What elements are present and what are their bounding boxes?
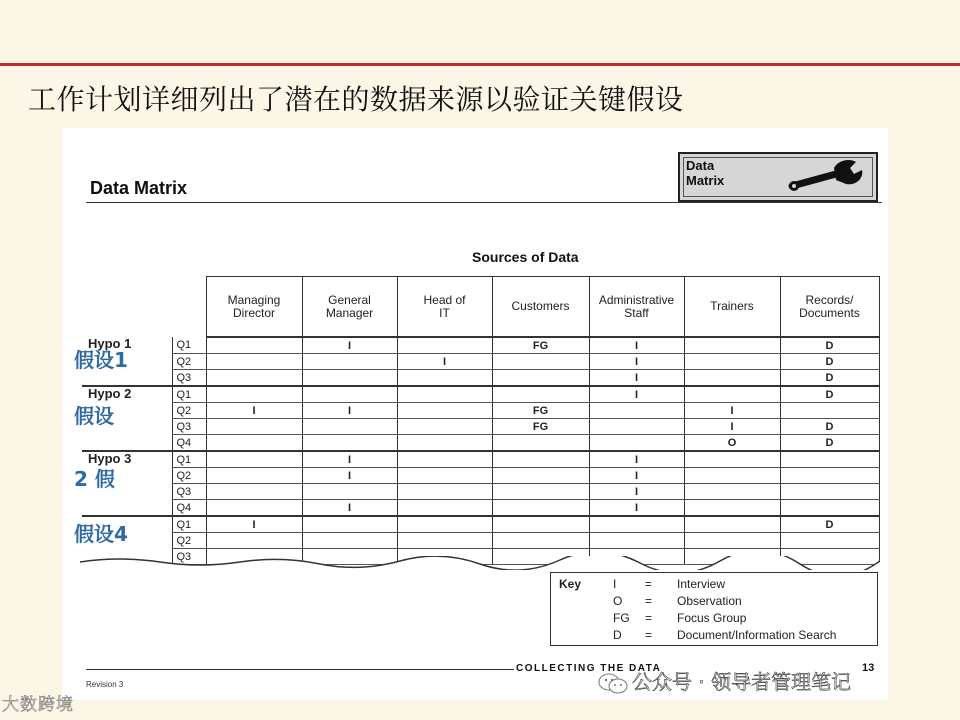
column-header-line1: General [328,292,371,307]
matrix-cell [589,435,684,452]
question-label: Q1 [172,451,206,468]
table-row [82,386,879,403]
matrix-cell [302,435,397,452]
matrix-cell: D [780,419,879,435]
table-row [82,354,879,370]
matrix-cell [589,533,684,549]
matrix-cell [780,500,879,517]
matrix-cell: I [589,386,684,403]
key-description: Observation [677,594,742,608]
matrix-cell: I [302,468,397,484]
column-header [589,277,684,338]
matrix-cell: I [589,337,684,354]
hypothesis-overlay-4: 假设4 [74,522,128,546]
matrix-cell: I [397,354,492,370]
matrix-cell: I [589,500,684,517]
question-label: Q4 [172,435,206,452]
column-header-line1: Records/ [805,292,854,307]
matrix-cell: I [206,403,302,419]
document-heading: Data Matrix [90,178,188,198]
matrix-cell [302,354,397,370]
hypothesis-label: Hypo 1 [88,336,132,351]
matrix-cell: I [589,468,684,484]
matrix-cell [492,370,589,387]
matrix-cell [780,403,879,419]
question-label: Q2 [172,533,206,549]
matrix-cell [206,386,302,403]
matrix-cell [684,516,780,533]
matrix-cell [397,403,492,419]
matrix-cell [684,484,780,500]
question-label: Q3 [172,370,206,387]
matrix-cell: I [302,337,397,354]
column-header [780,277,879,338]
badge-label-line2: Matrix [686,173,725,188]
hypothesis-label: Hypo 3 [82,451,172,468]
matrix-cell: I [302,500,397,517]
column-header [397,277,492,338]
column-header-line2: Documents [799,305,860,320]
revision-label: Revision 3 [86,680,124,689]
column-header-line2: Director [232,305,275,320]
column-header-line1: Administrative [598,292,675,307]
matrix-cell [206,370,302,387]
table-row [82,468,879,484]
matrix-cell [684,354,780,370]
torn-edge [80,556,880,570]
hypothesis-label [82,435,172,452]
question-label: Q1 [172,386,206,403]
matrix-cell [684,500,780,517]
matrix-cell [684,337,780,354]
matrix-cell: FG [492,403,589,419]
matrix-cell: D [780,516,879,533]
data-matrix-badge [678,152,878,202]
matrix-cell [302,533,397,549]
matrix-cell [589,419,684,435]
matrix-cell [302,386,397,403]
column-header-line1: Customers [511,299,570,313]
question-label: Q4 [172,500,206,517]
watermark-right-text: 公众号 · 领导者管理笔记 [632,670,852,694]
matrix-cell: D [780,435,879,452]
matrix-cell: D [780,354,879,370]
matrix-cell: I [302,451,397,468]
matrix-cell: I [302,403,397,419]
table-row [82,337,879,354]
column-header [492,277,589,338]
matrix-cell [492,354,589,370]
matrix-cell [397,419,492,435]
matrix-cell: D [780,370,879,387]
matrix-cell: I [206,516,302,533]
heading-rule [86,202,882,203]
matrix-cell [780,451,879,468]
matrix-cell: I [684,419,780,435]
matrix-cell [206,533,302,549]
badge-label [686,158,756,188]
key-description: Interview [677,577,726,591]
key-equals: = [645,594,653,608]
key-description: Document/Information Search [677,628,837,642]
matrix-cell [492,484,589,500]
watermark-right [598,666,851,696]
matrix-cell [206,500,302,517]
table-row [82,533,879,549]
matrix-cell [684,386,780,403]
matrix-cell [397,337,492,354]
footer-rule [86,669,514,670]
hypothesis-label [82,500,172,517]
matrix-cell: I [589,370,684,387]
hypothesis-overlay-3: 2 假 [74,467,115,491]
matrix-cell: I [684,403,780,419]
matrix-cell [302,484,397,500]
question-label: Q3 [172,484,206,500]
matrix-cell: I [589,451,684,468]
key-description: Focus Group [677,611,747,625]
table-row [82,500,879,517]
hypothesis-overlay-2: 假设 [74,404,114,428]
column-header-line2: Staff [624,305,649,320]
matrix-cell [492,451,589,468]
table-row [82,435,879,452]
question-label: Q2 [172,403,206,419]
wrench-icon [786,156,870,196]
question-label: Q1 [172,337,206,354]
header-corner [82,277,206,338]
key-code: O [613,594,623,608]
matrix-cell [206,435,302,452]
matrix-cell: I [589,484,684,500]
matrix-cell: D [780,337,879,354]
matrix-cell [302,419,397,435]
matrix-cell: I [589,354,684,370]
question-label: Q1 [172,516,206,533]
table-row [82,516,879,533]
matrix-cell [589,516,684,533]
matrix-cell [684,370,780,387]
column-header [206,277,302,338]
key-equals: = [645,628,653,642]
scanned-document [62,128,888,700]
column-header-line2: IT [439,305,450,320]
table-row [82,484,879,500]
legend-key [550,572,878,646]
matrix-cell [492,500,589,517]
badge-label-line1: Data [686,158,715,173]
watermark-left: 大数跨境 [2,695,74,715]
matrix-cell [492,516,589,533]
column-header [684,277,780,338]
sources-title: Sources of Data [472,249,579,265]
matrix-cell: D [780,386,879,403]
data-matrix-table [82,276,880,565]
question-label: Q3 [172,549,206,565]
matrix-cell [780,533,879,549]
page-number: 13 [862,662,875,674]
column-header-line2: Manager [325,305,374,320]
key-equals: = [645,577,653,591]
matrix-cell [684,451,780,468]
matrix-cell [206,354,302,370]
matrix-cell [206,419,302,435]
table-row [82,419,879,435]
matrix-cell [206,468,302,484]
column-header-line1: Head of [423,292,466,307]
matrix-cell [780,468,879,484]
key-title: Key [559,577,582,591]
hypothesis-label: Hypo 2 [82,386,172,403]
key-code: FG [613,611,630,625]
matrix-cell [492,435,589,452]
matrix-cell [492,468,589,484]
matrix-cell [397,516,492,533]
matrix-cell: FG [492,419,589,435]
key-code: I [613,577,617,591]
matrix-cell [206,337,302,354]
key-code: D [613,628,622,642]
column-header [302,277,397,338]
title-underline [0,63,960,66]
footer-section: COLLECTING THE DATA [516,663,662,674]
hypothesis-overlay-1: 假设1 [74,348,128,372]
matrix-cell [780,484,879,500]
column-header-line1: Managing [227,292,281,307]
matrix-cell [397,468,492,484]
matrix-cell [397,500,492,517]
slide-title: 工作计划详细列出了潜在的数据来源以验证关键假设 [28,83,684,116]
matrix-cell: FG [492,337,589,354]
matrix-cell [397,370,492,387]
question-label: Q3 [172,419,206,435]
matrix-cell [302,370,397,387]
matrix-cell [397,435,492,452]
matrix-cell [397,451,492,468]
table-row [82,370,879,387]
matrix-header-row [82,277,879,338]
column-header-line1: Trainers [710,299,754,313]
key-equals: = [645,611,653,625]
matrix-cell [302,516,397,533]
matrix-cell [397,386,492,403]
table-row [82,451,879,468]
matrix-cell [397,484,492,500]
matrix-cell [492,533,589,549]
matrix-cell [397,533,492,549]
question-label: Q2 [172,354,206,370]
wechat-icon [598,672,628,696]
matrix-cell [206,451,302,468]
matrix-cell [684,468,780,484]
matrix-cell [492,386,589,403]
question-label: Q2 [172,468,206,484]
matrix-cell: O [684,435,780,452]
matrix-cell [589,403,684,419]
table-row [82,403,879,419]
matrix-cell [206,484,302,500]
matrix-cell [684,533,780,549]
